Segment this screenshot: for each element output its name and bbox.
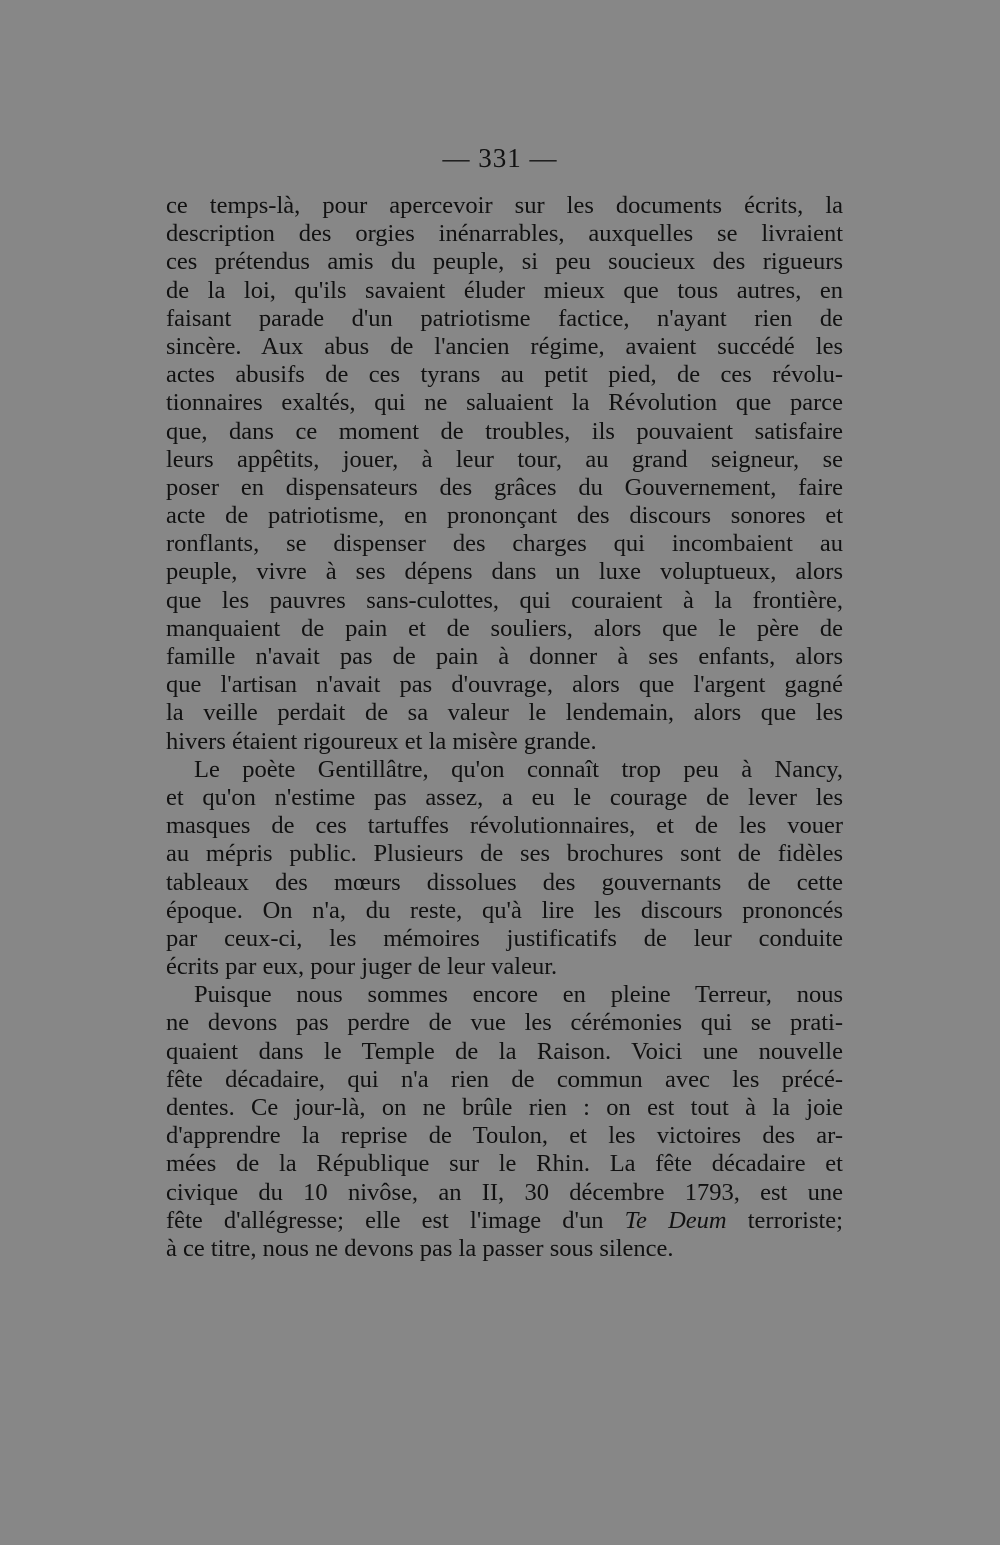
text-line: tionnaires exaltés, qui ne saluaient la Révolution que parce: [166, 389, 843, 417]
text-line: époque. On n'a, du reste, qu'à lire les discours prononcés: [166, 896, 843, 924]
text-line: Le poète Gentillâtre, qu'on connaît trop peu à Nancy,: [194, 755, 843, 783]
text-line: tableaux des mœurs dissolues des gouvernants de cette: [166, 868, 843, 896]
text-line: quaient dans le Temple de la Raison. Voici une nouvelle: [166, 1037, 843, 1065]
italic-phrase: Te Deum: [624, 1206, 727, 1234]
text-segment: terroriste;: [726, 1206, 843, 1234]
text-line: la veille perdait de sa valeur le lendemain, alors que les: [166, 699, 843, 727]
text-line: acte de patriotisme, en prononçant des discours sonores et: [166, 502, 843, 530]
text-line: Puisque nous sommes encore en pleine Terreur, nous: [194, 981, 843, 1009]
text-line: faisant parade d'un patriotisme factice, n'ayant rien de: [166, 304, 843, 332]
text-line: ronflants, se dispenser des charges qui incombaient au: [166, 530, 843, 558]
body-text: [166, 192, 843, 1263]
text-line: sincère. Aux abus de l'ancien régime, avaient succédé les: [166, 332, 843, 360]
paragraph-3: [166, 981, 843, 1263]
text-line: que, dans ce moment de troubles, ils pouvaient satisfaire: [166, 417, 843, 445]
paragraph-2: [166, 756, 843, 982]
text-line: écrits par eux, pour juger de leur valeur.: [166, 953, 558, 981]
text-line: masques de ces tartuffes révolutionnaires, et de les vouer: [166, 812, 843, 840]
text-line: famille n'avait pas de pain à donner à ses enfants, alors: [166, 643, 843, 670]
text-line: que l'artisan n'avait pas d'ouvrage, alors que l'argent gagné: [166, 671, 843, 699]
text-line: actes abusifs de ces tyrans au petit pied, de ces révolu-: [166, 361, 843, 389]
text-line: description des orgies inénarrables, auxquelles se livraient: [166, 220, 843, 248]
text-line: au mépris public. Plusieurs de ses brochures sont de fidèles: [166, 840, 843, 868]
text-line: de la loi, qu'ils savaient éluder mieux que tous autres, en: [166, 276, 843, 304]
text-line: poser en dispensateurs des grâces du Gouvernement, faire: [166, 473, 843, 501]
text-line: dentes. Ce jour-là, on ne brûle rien : on est tout à la joie: [166, 1094, 843, 1121]
text-line: à ce titre, nous ne devons pas la passer sous silence.: [166, 1234, 674, 1262]
text-line: ce temps-là, pour apercevoir sur les documents écrits, la: [166, 192, 843, 219]
text-line: que les pauvres sans-culottes, qui couraient à la frontière,: [166, 586, 843, 614]
text-line: leurs appêtits, jouer, à leur tour, au grand seigneur, se: [166, 445, 843, 473]
text-line: mées de la République sur le Rhin. La fête décadaire et: [166, 1150, 843, 1178]
text-line: hivers étaient rigoureux et la misère grande.: [166, 727, 597, 755]
text-line: et qu'on n'estime pas assez, a eu le courage de lever les: [166, 783, 843, 811]
text-line: civique du 10 nivôse, an II, 30 décembre 1793, est une: [166, 1178, 843, 1206]
page-number: — 331 —: [442, 143, 558, 173]
text-line: d'apprendre la reprise de Toulon, et les victoires des ar-: [166, 1122, 843, 1150]
text-line-with-italic: [166, 1207, 843, 1235]
text-segment: fête d'allégresse; elle est l'image d'un: [166, 1206, 625, 1234]
text-line: manquaient de pain et de souliers, alors que le père de: [166, 614, 843, 642]
text-line: ces prétendus amis du peuple, si peu soucieux des rigueurs: [166, 248, 843, 276]
text-line: ne devons pas perdre de vue les cérémonies qui se prati-: [166, 1009, 843, 1037]
paragraph-1: [166, 192, 843, 756]
text-line: peuple, vivre à ses dépens dans un luxe voluptueux, alors: [166, 558, 843, 586]
text-line: par ceux-ci, les mémoires justificatifs de leur conduite: [166, 924, 843, 952]
text-line: fête décadaire, qui n'a rien de commun avec les précé-: [166, 1065, 843, 1093]
